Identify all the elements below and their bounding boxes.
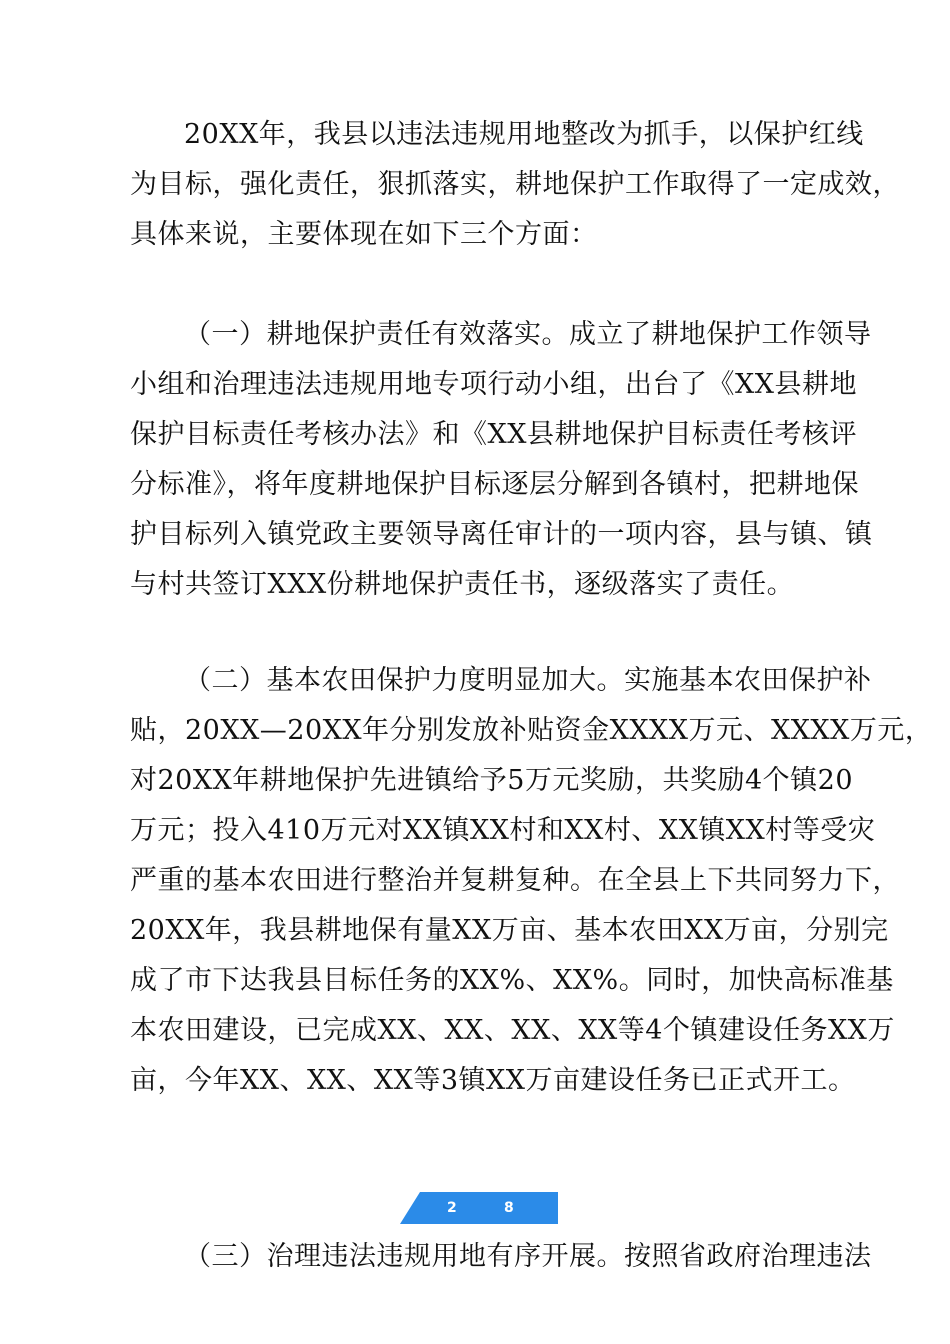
text-line: 万元；投入410万元对XX镇XX村和XX村、XX镇XX村等受灾 (130, 815, 876, 846)
text-line: 本农田建设，已完成XX、XX、XX、XX等4个镇建设任务XX万 (130, 1015, 895, 1046)
section-two-paragraph (130, 656, 933, 1106)
text-line: 严重的基本农田进行整治并复耕复种。在全县上下共同努力下， (130, 865, 900, 896)
text-line: 20XX年，我县耕地保有量XX万亩、基本农田XX万亩，分别完 (130, 915, 889, 946)
text-line: 与村共签订XXX份耕地保护责任书，逐级落实了责任。 (130, 569, 795, 600)
section-one-paragraph (130, 310, 873, 610)
page-number-right-digit: 8 (504, 1200, 514, 1216)
text-line: （二）基本农田保护力度明显加大。实施基本农田保护补 (184, 665, 872, 696)
text-line: 具体来说，主要体现在如下三个方面： (130, 219, 598, 250)
text-line: （三）治理违法违规用地有序开展。按照省政府治理违法 (184, 1241, 872, 1272)
text-line: 为目标，强化责任，狠抓落实，耕地保护工作取得了一定成效， (130, 169, 900, 200)
text-line: 20XX年，我县以违法违规用地整改为抓手，以保护红线 (184, 119, 864, 150)
section-three-paragraph (130, 1232, 872, 1282)
text-line: 小组和治理违法违规用地专项行动小组，出台了《XX县耕地 (130, 369, 857, 400)
page-number-left-digit: 2 (447, 1200, 457, 1216)
page-number-badge (400, 1192, 558, 1224)
text-line: 对20XX年耕地保护先进镇给予5万元奖励，共奖励4个镇20 (130, 765, 854, 796)
intro-paragraph (130, 110, 900, 260)
text-line: 护目标列入镇党政主要领导离任审计的一项内容，县与镇、镇 (130, 519, 873, 550)
text-line: 贴，20XX—20XX年分别发放补贴资金XXXX万元、XXXX万元， (130, 715, 933, 746)
text-line: 亩，今年XX、XX、XX等3镇XX万亩建设任务已正式开工。 (130, 1065, 856, 1096)
page-badge-shape (400, 1192, 558, 1224)
text-line: （一）耕地保护责任有效落实。成立了耕地保护工作领导 (184, 319, 872, 350)
text-line: 分标准》，将年度耕地保护目标逐层分解到各镇村，把耕地保 (130, 469, 859, 500)
text-line: 保护目标责任考核办法》和《XX县耕地保护目标责任考核评 (130, 419, 857, 450)
text-line: 成了市下达我县目标任务的XX%、XX%。同时，加快高标准基 (130, 965, 894, 996)
